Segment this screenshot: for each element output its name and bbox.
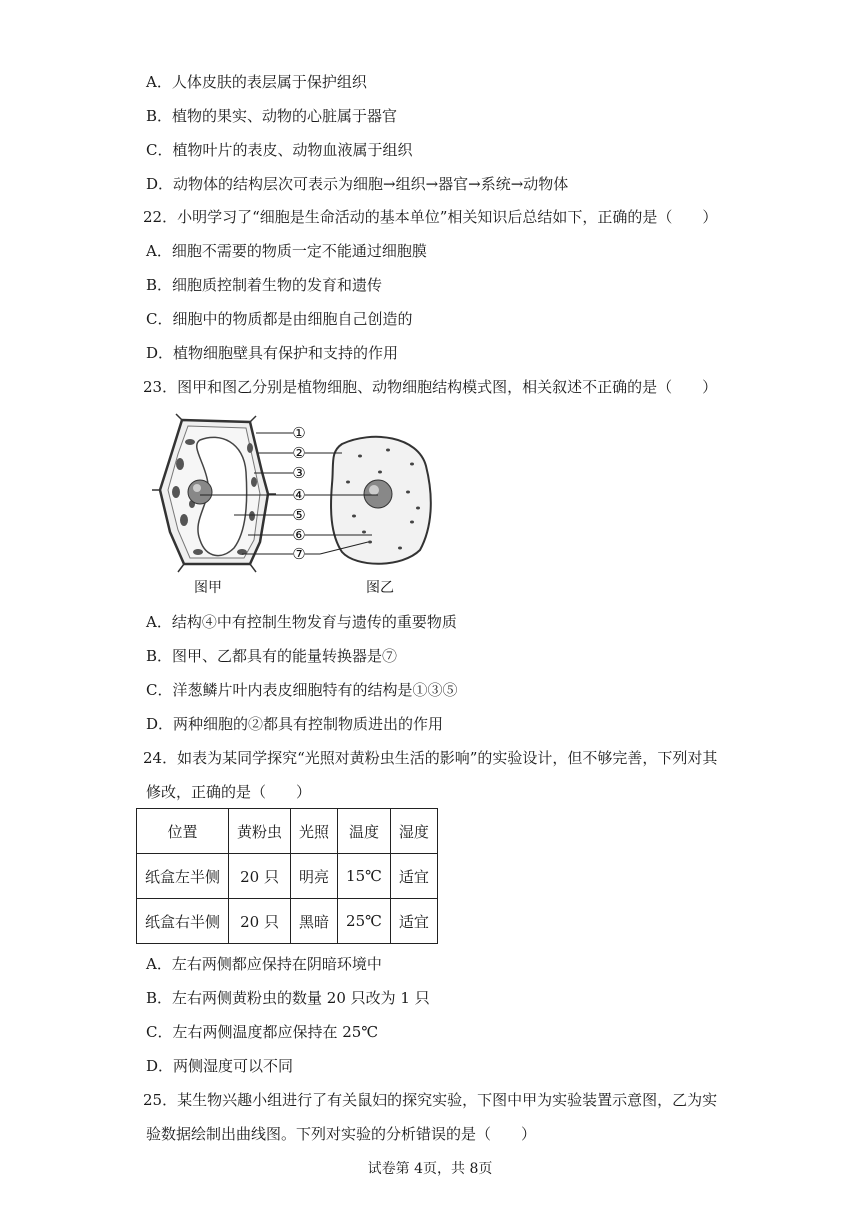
q25-stem-line2: 验数据绘制出曲线图。下列对实验的分析错误的是（ ） [146, 1125, 537, 1143]
q24-option-b: B．左右两侧黄粉虫的数量 20 只改为 1 只 [146, 989, 430, 1007]
q24-option-a: A．左右两侧都应保持在阴暗环境中 [146, 955, 382, 973]
q24-option-d: D．两侧湿度可以不同 [146, 1057, 294, 1075]
q23-stem: 23．图甲和图乙分别是植物细胞、动物细胞结构模式图，相关叙述不正确的是（ ） [143, 378, 718, 396]
label-4: ④ [292, 486, 306, 504]
q22-option-b: B．细胞质控制着生物的发育和遗传 [146, 276, 383, 294]
animal-nucleus-highlight [369, 485, 379, 495]
q24-option-c: C．左右两侧温度都应保持在 25℃ [146, 1023, 379, 1041]
table-header-cell: 湿度 [390, 809, 437, 854]
table-cell: 15℃ [338, 854, 391, 899]
q24-stem-line2: 修改，正确的是（ ） [146, 783, 312, 801]
table-cell: 纸盒左半侧 [137, 854, 229, 899]
table-header-cell: 位置 [137, 809, 229, 854]
table-row [137, 899, 438, 944]
table-cell: 20 只 [229, 899, 291, 944]
q22-stem: 22．小明学习了“细胞是生命活动的基本单位”相关知识后总结如下，正确的是（ ） [143, 208, 718, 226]
page-footer: 试卷第 4页，共 8页 [367, 1161, 493, 1177]
q21-option-a: A．人体皮肤的表层属于保护组织 [146, 73, 367, 91]
label-6: ⑥ [292, 526, 306, 544]
label-1: ① [292, 424, 306, 442]
table-cell: 明亮 [291, 854, 338, 899]
label-7: ⑦ [292, 545, 306, 563]
cell-structure-figure [150, 412, 450, 602]
q22-option-d: D．植物细胞壁具有保护和支持的作用 [146, 344, 399, 362]
q23-option-c: C．洋葱鳞片叶内表皮细胞特有的结构是①③⑤ [146, 681, 458, 699]
q24-stem-line1: 24．如表为某同学探究“光照对黄粉虫生活的影响”的实验设计，但不够完善，下列对其 [143, 749, 718, 767]
figure-labels [292, 424, 305, 563]
q23-option-d: D．两种细胞的②都具有控制物质进出的作用 [146, 715, 444, 733]
q22-option-a: A．细胞不需要的物质一定不能通过细胞膜 [146, 242, 427, 260]
label-5: ⑤ [292, 506, 306, 524]
table-cell: 适宜 [390, 854, 437, 899]
q23-option-a: A．结构④中有控制生物发育与遗传的重要物质 [146, 613, 457, 631]
q22-option-c: C．细胞中的物质都是由细胞自己创造的 [146, 310, 413, 328]
plant-nucleus [188, 480, 212, 504]
label-2: ② [292, 444, 306, 462]
experiment-table [136, 808, 438, 944]
table-cell: 纸盒右半侧 [137, 899, 229, 944]
table-header-cell: 黄粉虫 [229, 809, 291, 854]
table-header-row [137, 809, 438, 854]
q21-option-b: B．植物的果实、动物的心脏属于器官 [146, 107, 398, 125]
q23-option-b: B．图甲、乙都具有的能量转换器是⑦ [146, 647, 398, 665]
table-row [137, 854, 438, 899]
table-cell: 20 只 [229, 854, 291, 899]
q25-stem-line1: 25．某生物兴趣小组进行了有关鼠妇的探究实验，下图中甲为实验装置示意图，乙为实 [143, 1091, 718, 1109]
table-cell: 适宜 [390, 899, 437, 944]
table-cell: 25℃ [338, 899, 391, 944]
caption-left: 图甲 [194, 580, 222, 596]
q21-option-c: C．植物叶片的表皮、动物血液属于组织 [146, 141, 413, 159]
table-cell: 黑暗 [291, 899, 338, 944]
nucleus-highlight [193, 484, 201, 492]
table-header-cell: 温度 [338, 809, 391, 854]
label-3: ③ [292, 464, 306, 482]
table-header-cell: 光照 [291, 809, 338, 854]
q21-option-d: D．动物体的结构层次可表示为细胞→组织→器官→系统→动物体 [146, 175, 569, 193]
animal-nucleus [364, 480, 392, 508]
caption-right: 图乙 [366, 580, 394, 596]
